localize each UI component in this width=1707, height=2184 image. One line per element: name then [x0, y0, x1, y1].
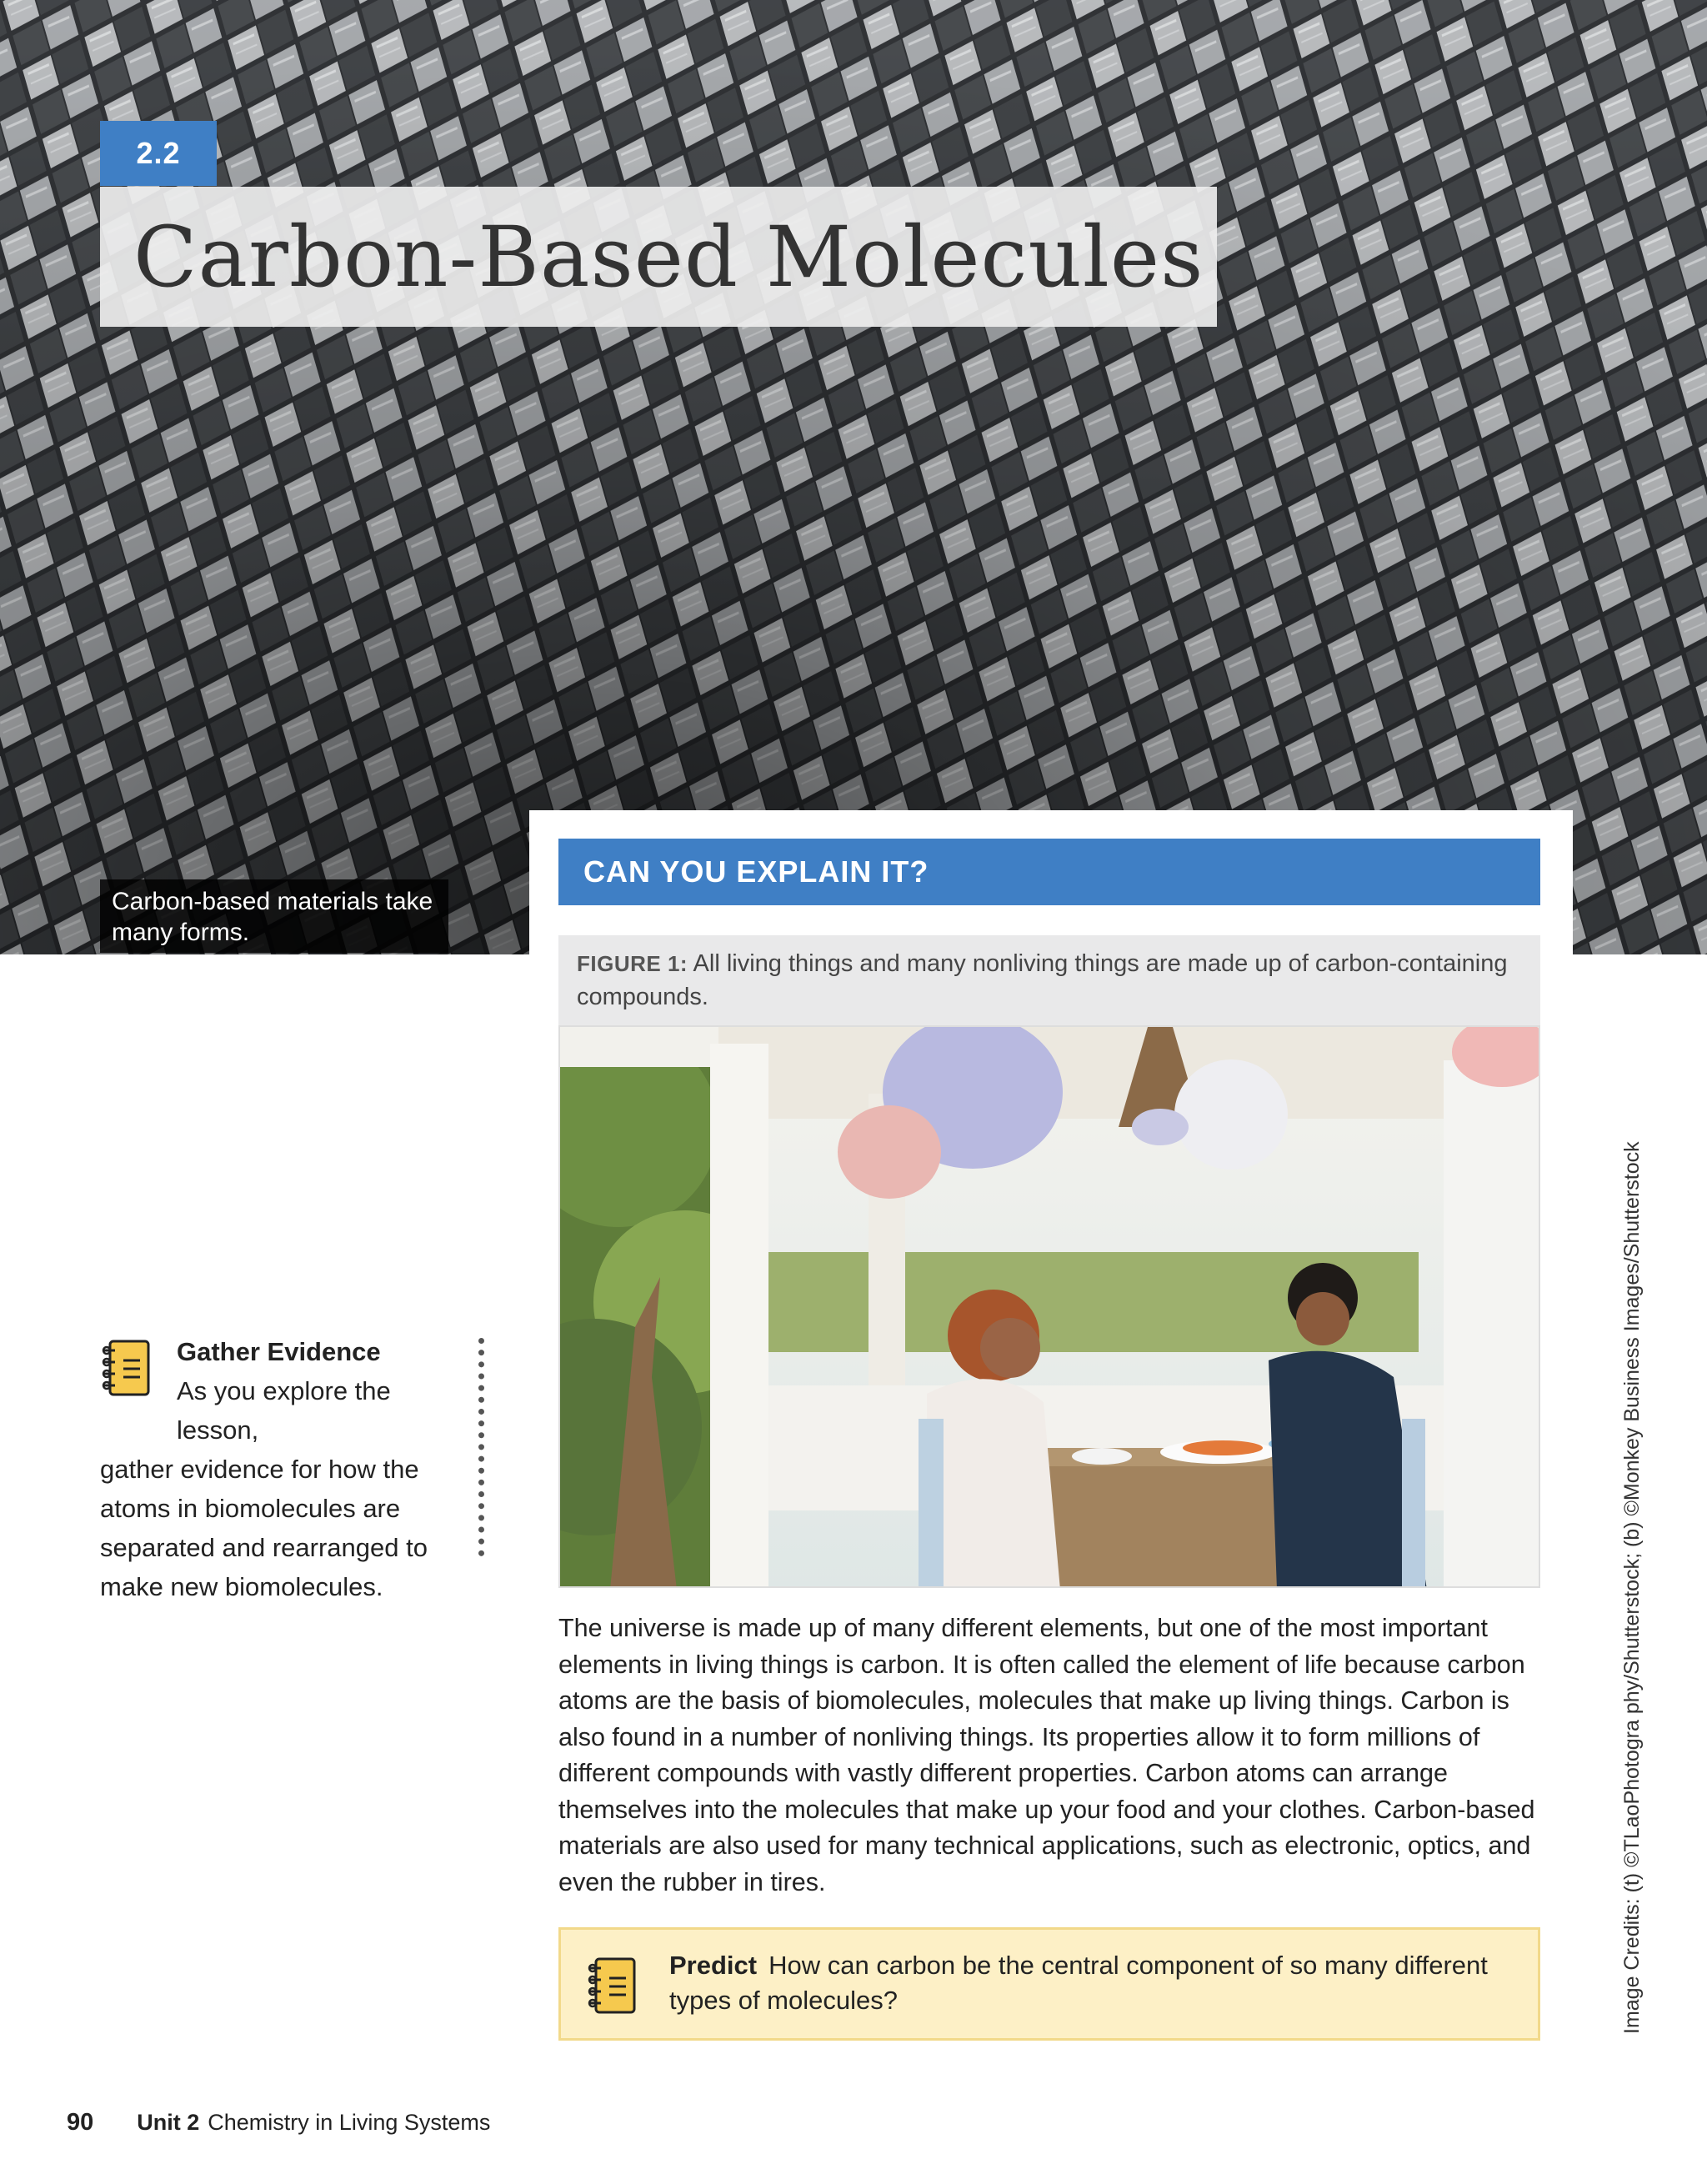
page-number: 90: [67, 2109, 94, 2136]
dotted-divider: [478, 1338, 484, 1556]
gather-evidence-heading: Gather Evidence: [177, 1337, 381, 1366]
predict-box: [558, 1927, 1540, 2041]
unit-title: Chemistry in Living Systems: [208, 2110, 491, 2135]
couple-dining-illustration: [560, 1027, 1540, 1588]
page-title: Carbon-Based Molecules: [133, 208, 1204, 306]
hero-caption: Carbon-based materials take many forms.: [100, 879, 448, 953]
gather-evidence-text: gather evidence for how the atoms in biomolecules are separated and rearranged to make new biomolecules.: [100, 1455, 428, 1601]
figure-photo: [558, 1025, 1540, 1588]
body-paragraph-text: The universe is made up of many different elements, but one of the most important elements in living things is carbon. It is often called the element of life because carbon atoms are the basis of biomolecules, molecules that make up living things. Carbon is also found in a number of nonliving things. Its properties allow it to form millions of different compounds with vastly different properties. Carbon atoms can arrange themselves into the molecules that make up your food and your clothes. Carbon-based materials are also used for many technical applications, such as electronic, optics, and even the rubber in tires.: [558, 1614, 1535, 1896]
image-credits: Image Credits: (t) ©TLaoPhotogra phy/Shutterstock; (b) ©Monkey Business Images/Shutterstock: [1620, 1141, 1644, 2034]
figure-label: FIGURE 1:: [577, 951, 688, 976]
predict-heading: Predict: [669, 1951, 758, 1980]
notebook-icon: [586, 1956, 638, 2019]
unit-label: Unit 2: [137, 2110, 200, 2135]
gather-evidence: [100, 1332, 458, 1606]
figure-caption: [558, 935, 1540, 1025]
notebook-icon: [100, 1339, 152, 1408]
page-footer: [67, 2109, 490, 2136]
predict-text: [669, 1948, 1519, 2018]
body-paragraph: [558, 1610, 1542, 1901]
gather-evidence-line1: As you explore the lesson,: [177, 1376, 391, 1445]
lesson-number: 2.2: [100, 121, 217, 186]
title-box: [100, 187, 1217, 327]
figure-caption-text: All living things and many nonliving things are made up of carbon-containing compounds.: [577, 950, 1508, 1010]
can-you-explain-it-banner: CAN YOU EXPLAIN IT?: [558, 839, 1540, 905]
predict-question: How can carbon be the central component of so many different types of molecules?: [669, 1951, 1488, 2015]
